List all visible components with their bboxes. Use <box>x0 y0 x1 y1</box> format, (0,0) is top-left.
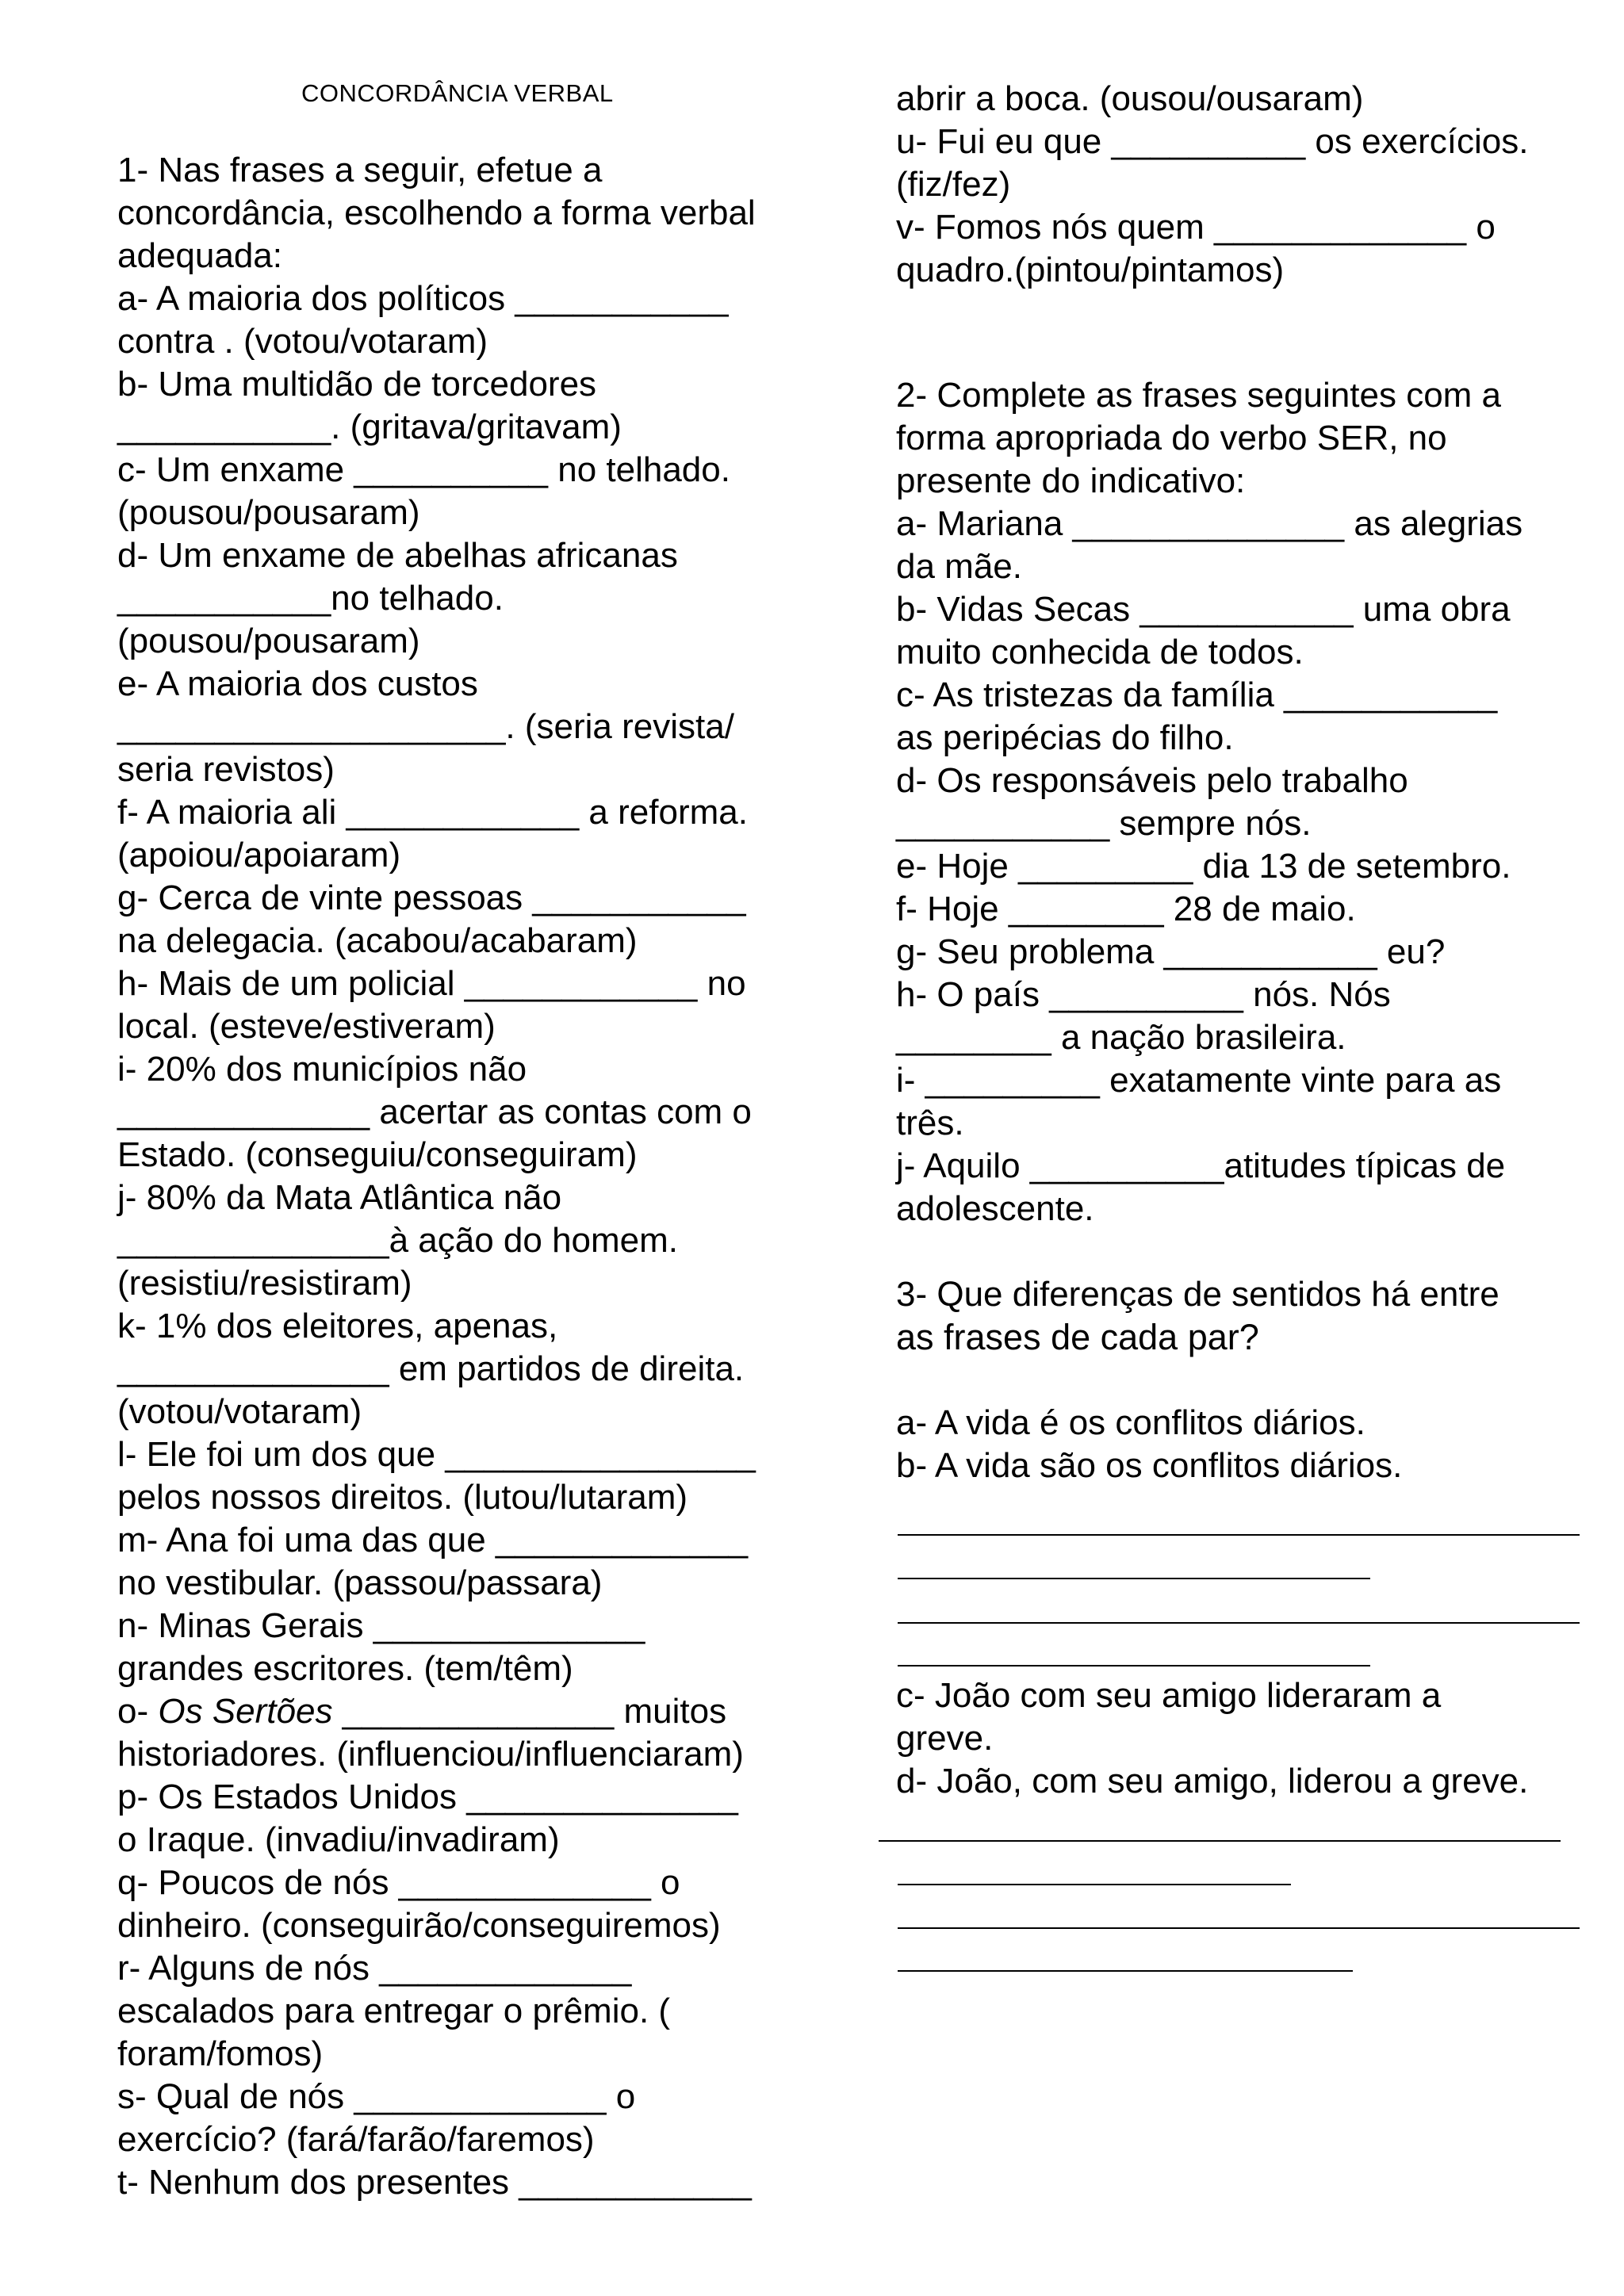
answer-line[interactable] <box>898 1884 1291 1885</box>
q3-sentence: greve. <box>896 1719 994 1758</box>
q1-line: g- Cerca de vinte pessoas ___________ <box>117 878 746 917</box>
q1-line: escalados para entregar o prêmio. ( <box>117 1992 671 2030</box>
answer-line[interactable] <box>898 1534 1580 1536</box>
answer-line[interactable] <box>898 1622 1580 1624</box>
page-title: CONCORDÂNCIA VERBAL <box>301 79 614 107</box>
q1-line: Estado. (conseguiu/conseguiram) <box>117 1135 638 1174</box>
q1-line: f- A maioria ali ____________ a reforma. <box>117 793 748 832</box>
q3-heading-line: 3- Que diferenças de sentidos há entre <box>896 1275 1500 1314</box>
q1-line: e- A maioria dos custos <box>117 664 478 703</box>
q2-line: j- Aquilo __________atitudes típicas de <box>896 1146 1506 1185</box>
q1-line: m- Ana foi uma das que _____________ <box>117 1521 749 1559</box>
spacer <box>896 292 1594 374</box>
q1-line: (apoiou/apoiaram) <box>117 836 401 874</box>
q1-line: t- Nenhum dos presentes ____________ <box>117 2163 752 2202</box>
q2-line: adolescente. <box>896 1189 1094 1228</box>
q1-continued-line: quadro.(pintou/pintamos) <box>896 251 1285 289</box>
q1-line: (pousou/pousaram) <box>117 493 420 532</box>
q1-line: historiadores. (influenciou/influenciaram) <box>117 1735 744 1774</box>
q2-line: d- Os responsáveis pelo trabalho <box>896 761 1408 800</box>
answer-line[interactable] <box>879 1840 1561 1842</box>
q1-line: l- Ele foi um dos que ________________ <box>117 1435 756 1474</box>
q1-line: ______________à ação do homem. <box>117 1221 679 1260</box>
q1-line: c- Um enxame __________ no telhado. <box>117 450 730 489</box>
q2-line: a- Mariana ______________ as alegrias <box>896 504 1523 543</box>
right-column <box>896 78 1594 1487</box>
item-o-rest: ______________ muitos <box>332 1692 727 1731</box>
spacer <box>896 1230 1594 1273</box>
q1-line: ____________________. (seria revista/ <box>117 707 734 746</box>
q1-line: (pousou/pousaram) <box>117 622 420 660</box>
answer-line[interactable] <box>898 1927 1580 1929</box>
q2-line: as peripécias do filho. <box>896 718 1234 757</box>
q1-line-o <box>117 1690 815 1733</box>
q1-line: na delegacia. (acabou/acabaram) <box>117 921 638 960</box>
q1-line: ___________no telhado. <box>117 579 504 618</box>
q1-line: seria revistos) <box>117 750 335 789</box>
q1-line: pelos nossos direitos. (lutou/lutaram) <box>117 1478 688 1517</box>
q2-line: presente do indicativo: <box>896 461 1246 500</box>
q2-line: três. <box>896 1104 964 1142</box>
q3-pair2 <box>896 1674 1594 1803</box>
item-o-label: o- <box>117 1692 149 1731</box>
left-column <box>117 149 815 2204</box>
q3-sentence: d- João, com seu amigo, liderou a greve. <box>896 1762 1529 1800</box>
q2-line: f- Hoje ________ 28 de maio. <box>896 890 1356 928</box>
q1-line: j- 80% da Mata Atlântica não <box>117 1178 562 1217</box>
answer-line[interactable] <box>898 1578 1370 1579</box>
q1-line: local. (esteve/estiveram) <box>117 1007 496 1046</box>
q1-line: foram/fomos) <box>117 2034 324 2073</box>
q2-line: muito conhecida de todos. <box>896 633 1304 672</box>
q1-line: k- 1% dos eleitores, apenas, <box>117 1307 558 1345</box>
q2-line: c- As tristezas da família ___________ <box>896 675 1498 714</box>
q2-line: i- _________ exatamente vinte para as <box>896 1061 1502 1100</box>
answer-line[interactable] <box>898 1970 1353 1972</box>
q1-line: p- Os Estados Unidos ______________ <box>117 1777 738 1816</box>
q3-sentence: b- A vida são os conflitos diários. <box>896 1446 1403 1485</box>
q1-line: n- Minas Gerais ______________ <box>117 1606 645 1645</box>
q1-continued-line: u- Fui eu que __________ os exercícios. <box>896 122 1529 161</box>
item-o-title: Os Sertões <box>158 1692 333 1731</box>
q1-line: concordância, escolhendo a forma verbal <box>117 193 756 232</box>
q1-line: grandes escritores. (tem/têm) <box>117 1649 573 1688</box>
q1-line: contra . (votou/votaram) <box>117 322 488 361</box>
q1-continued-line: (fiz/fez) <box>896 165 1011 204</box>
q1-line: d- Um enxame de abelhas africanas <box>117 536 678 575</box>
answer-line[interactable] <box>898 1665 1370 1667</box>
q2-line: h- O país __________ nós. Nós <box>896 975 1391 1014</box>
q1-line: 1- Nas frases a seguir, efetue a <box>117 151 603 189</box>
q3-heading-line: as frases de cada par? <box>896 1317 1259 1357</box>
q2-line: ________ a nação brasileira. <box>896 1018 1346 1057</box>
q2-line: e- Hoje _________ dia 13 de setembro. <box>896 847 1511 886</box>
q1-line: r- Alguns de nós _____________ <box>117 1949 632 1988</box>
q2-line: forma apropriada do verbo SER, no <box>896 419 1447 457</box>
q2-line: g- Seu problema ___________ eu? <box>896 932 1446 971</box>
q1-line: b- Uma multidão de torcedores <box>117 365 597 404</box>
q1-line: (votou/votaram) <box>117 1392 362 1431</box>
q1-line: no vestibular. (passou/passara) <box>117 1563 603 1602</box>
q1-line: adequada: <box>117 236 282 275</box>
q1-line: s- Qual de nós _____________ o <box>117 2077 636 2116</box>
q2-line: ___________ sempre nós. <box>896 804 1312 843</box>
q2-line: b- Vidas Secas ___________ uma obra <box>896 590 1511 629</box>
q2-line: 2- Complete as frases seguintes com a <box>896 376 1502 415</box>
q1-line: o Iraque. (invadiu/invadiram) <box>117 1820 560 1859</box>
spacer <box>896 1359 1594 1402</box>
q1-line: a- A maioria dos políticos ___________ <box>117 279 729 318</box>
q1-line: dinheiro. (conseguirão/conseguiremos) <box>117 1906 721 1945</box>
q1-line: ______________ em partidos de direita. <box>117 1349 745 1388</box>
q1-line: (resistiu/resistiram) <box>117 1264 412 1303</box>
q1-continued-line: abrir a boca. (ousou/ousaram) <box>896 79 1364 118</box>
q1-line: q- Poucos de nós _____________ o <box>117 1863 680 1902</box>
q2-line: da mãe. <box>896 547 1022 586</box>
q1-line: i- 20% dos municípios não <box>117 1050 527 1089</box>
q1-line: ___________. (gritava/gritavam) <box>117 408 622 446</box>
q3-sentence: a- A vida é os conflitos diários. <box>896 1403 1365 1442</box>
q1-line: h- Mais de um policial ____________ no <box>117 964 746 1003</box>
q1-line: exercício? (fará/farão/faremos) <box>117 2120 595 2159</box>
q3-sentence: c- João com seu amigo lideraram a <box>896 1676 1442 1715</box>
q1-continued-line: v- Fomos nós quem _____________ o <box>896 208 1496 247</box>
q1-line: _____________ acertar as contas com o <box>117 1093 752 1131</box>
